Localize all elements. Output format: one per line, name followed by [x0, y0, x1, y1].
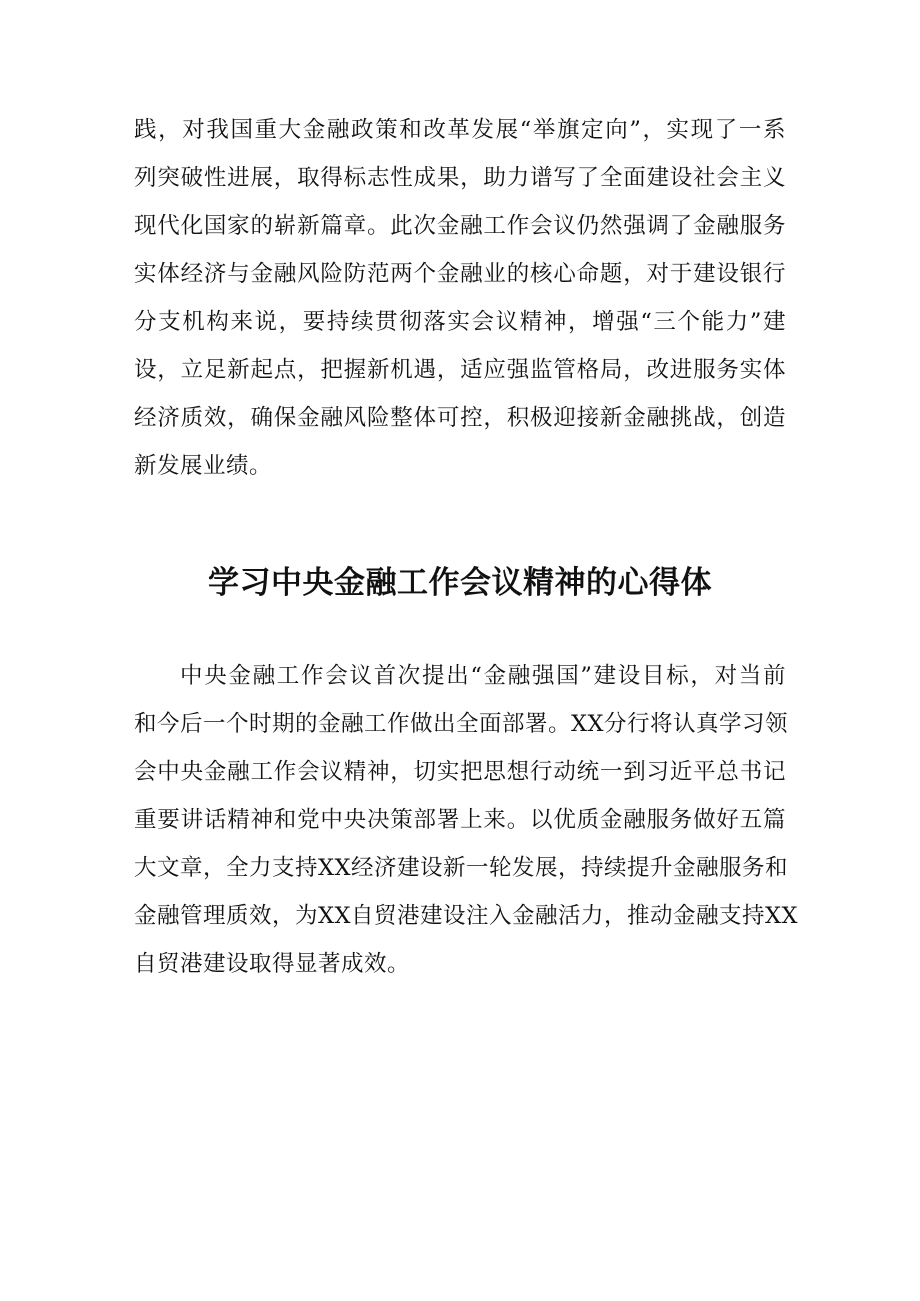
paragraph-line: 新发展业绩。 — [134, 453, 273, 479]
paragraph-line: 现代化国家的崭新篇章。此次金融工作会议仍然强调了金融服务 — [134, 213, 786, 239]
paragraph-line: 践，对我国重大金融政策和改革发展“举旗定向”，实现了一系 — [134, 117, 786, 143]
paragraph-line: 设，立足新起点，把握新机遇，适应强监管格局，改进服务实体 — [134, 357, 786, 383]
paragraph-line: 实体经济与金融风险防范两个金融业的核心命题，对于建设银行 — [134, 261, 786, 287]
paragraph-line: 分支机构来说，要持续贯彻落实会议精神，增强“三个能力”建 — [134, 309, 786, 335]
paragraph-1 — [134, 106, 786, 490]
paragraph-line: 会中央金融工作会议精神，切实把思想行动统一到习近平总书记 — [134, 759, 786, 785]
paragraph-line: 和今后一个时期的金融工作做出全面部署。XX分行将认真学习领 — [134, 711, 789, 737]
paragraph-line: 大文章，全力支持XX经济建设新一轮发展，持续提升金融服务和 — [134, 855, 789, 881]
paragraph-line: 重要讲话精神和党中央决策部署上来。以优质金融服务做好五篇 — [134, 807, 786, 833]
paragraph-line: 经济质效，确保金融风险整体可控，积极迎接新金融挑战，创造 — [134, 405, 786, 431]
paragraph-line: 列突破性进展，取得标志性成果，助力谱写了全面建设社会主义 — [134, 165, 786, 191]
paragraph-line: 金融管理质效，为XX自贸港建设注入金融活力，推动金融支持XX — [134, 903, 799, 929]
section-heading: 学习中央金融工作会议精神的心得体 — [208, 565, 712, 601]
paragraph-2 — [134, 652, 799, 988]
paragraph-line: 中央金融工作会议首次提出“金融强国”建设目标，对当前 — [180, 663, 786, 689]
paragraph-line: 自贸港建设取得显著成效。 — [134, 951, 411, 977]
